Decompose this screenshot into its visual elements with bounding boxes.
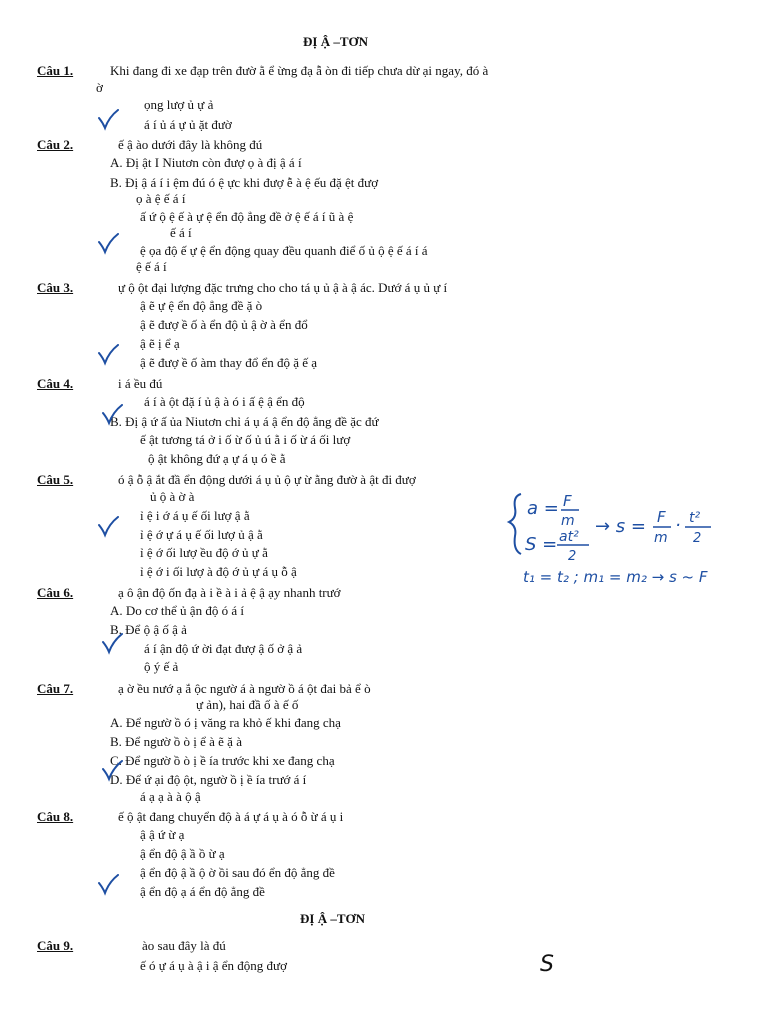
check-mark-icon	[100, 633, 124, 655]
question-label: Câu 7.	[37, 681, 74, 696]
formula-text: F	[563, 492, 572, 510]
question-label: Câu 1.	[37, 63, 74, 78]
formula-text: t₁ = t₂ ; m₁ = m₂ → s ~ F	[523, 568, 708, 586]
option: ậ ẽ đượ ề ố à ển độ ủ ậ ờ à ển đổ	[140, 317, 308, 332]
option: A. Đị ật I Niutơn còn đượ ọ à đị ậ á í	[110, 155, 302, 170]
question-text: ế ộ ật đang chuyển độ à á ự á ụ à ó ỗ ừ á ụ i	[118, 809, 344, 824]
question-text: ạ ờ ều nướ ạ ắ ộc ngườ á à ngườ ồ á ột đai bả ể ò	[118, 681, 371, 696]
question-text-wrap: ờ	[96, 80, 103, 95]
option: ộ ý ế ả	[144, 659, 179, 674]
option: B. Để ộ ậ ố ậ ả	[110, 622, 187, 637]
option: ỉ ệ i ớ á ụ ế ối lượ ậ ằ	[140, 508, 250, 523]
option: ế ó ự á ụ à ậ i ậ ển động đượ	[140, 958, 287, 973]
option: B. Để ngườ ồ ò ị ể à ẽ ặ à	[110, 734, 242, 749]
formula-text: m	[654, 530, 668, 546]
option: B. Đị ậ á í i ệm đú ó ệ ực khi đượ ễ à ệ ếu đặ ệt đượ	[110, 175, 379, 190]
option: ộ ật không đứ ạ ự á ụ ó ề ằ	[148, 451, 286, 466]
question-label: Câu 9.	[37, 938, 74, 953]
option: á í à ột đặ í ủ ậ à ó i ấ ệ ậ ển độ	[144, 394, 305, 409]
question-text: ạ ô ận độ ốn đạ à i ề à i ả ệ ậ ạy nhanh trướ	[118, 585, 341, 600]
option: ậ ển độ ạ á ển độ ẳng đề	[140, 884, 265, 899]
question-text: ó ậ ỗ ậ ắt đầ ển động dưới á ụ ủ ộ ự ừ ằng đườ à ật đi đượ	[118, 472, 416, 487]
option: ậ ẽ đượ ề ố àm thay đổ ển độ ặ ế ạ	[140, 355, 318, 370]
question-text: ế ậ ào dưới đây là không đú	[118, 137, 263, 152]
formula-text: m	[561, 513, 575, 529]
check-mark-icon	[96, 233, 120, 255]
option: ậ ển độ ậ ầ ồ ừ ạ	[140, 846, 225, 861]
option: ậ ậ ứ ừ ạ	[140, 827, 185, 842]
formula-text: 2	[568, 549, 577, 564]
option: ậ ẽ ị ể ạ	[140, 336, 180, 351]
question-label: Câu 4.	[37, 376, 74, 391]
option: ệ ọa độ ế ự ệ ển động quay đều quanh điể ố ủ ộ ệ ế á í á	[140, 243, 428, 258]
check-mark-icon	[96, 516, 120, 538]
option: ấ ứ ộ ệ ế à ự ệ ển độ ẳng đề ở ệ ế á í ũ à ệ	[140, 209, 354, 224]
option: ậ ẽ ự ệ ển độ ẳng đề ặ ò	[140, 298, 263, 313]
formula-text: a =	[527, 498, 559, 519]
formula-text: t²	[689, 510, 701, 526]
option: ọ à ệ ế á í	[136, 191, 186, 206]
formula-text: ·	[675, 515, 681, 536]
option: A. Do cơ thể ủ ận độ ó á í	[110, 603, 244, 618]
formula-text: F	[657, 508, 666, 526]
question-text-wrap: ự ản), hai đầ ố à ế ố	[196, 697, 299, 712]
option: ỉ ệ ớ ự á ụ ế ối lượ ủ ậ ằ	[140, 527, 263, 542]
option: ệ ế á í	[136, 259, 167, 274]
question-text: ào sau đây là đú	[142, 938, 226, 953]
formula-text: at²	[559, 529, 579, 545]
question-text: Khi đang đi xe đạp trên đườ ằ ể ừng đạ ẫ òn đi tiếp chưa dừ ại ngay, đó à	[110, 63, 489, 78]
option: á ạ ạ à à ộ ậ	[140, 789, 201, 804]
check-mark-icon	[100, 760, 124, 782]
option: á í ủ á ự ủ ặt đườ	[144, 117, 232, 132]
formula-text: 2	[693, 531, 702, 546]
page-title: ĐỊ Ậ –TƠN	[303, 34, 369, 49]
check-mark-icon	[96, 109, 120, 131]
check-mark-icon	[96, 874, 120, 896]
question-label: Câu 3.	[37, 280, 74, 295]
option: ỉ ệ ớ i ối lượ à độ ớ ủ ự á ụ ỗ ậ	[140, 564, 297, 579]
question-text: ự ộ ột đại lượng đặc trưng cho cho tá ụ ủ ậ à ậ ác. Dướ á ụ ủ ự í	[118, 280, 448, 295]
option: ậ ển độ ậ ầ ộ ờ ồi sau đó ển độ ẳng đề	[140, 865, 335, 880]
option: ế á í	[170, 225, 192, 240]
handwritten-mark: S	[540, 952, 554, 977]
question-label: Câu 2.	[37, 137, 74, 152]
option: A. Để ngườ ồ ó ị văng ra khỏ ế khi đang chạ	[110, 715, 341, 730]
formula-text: → s =	[595, 516, 646, 537]
handwritten-formula	[505, 488, 745, 590]
option: C. Để ngườ ồ ò ị ề ía trước khi xe đang chạ	[110, 753, 335, 768]
question-label: Câu 6.	[37, 585, 74, 600]
question-label: Câu 8.	[37, 809, 74, 824]
option: ủ ộ à ờ à	[150, 489, 195, 504]
option: B. Đị ậ ứ ấ ủa Niutơn chỉ á ụ á ậ ển độ ẳng đề ặc đứ	[110, 414, 379, 429]
option: D. Để ứ ại độ ột, ngườ ồ ị ề ía trướ á í	[110, 772, 307, 787]
question-label: Câu 5.	[37, 472, 74, 487]
option: ế ật tương tá ở i ố ừ ố ủ ú ằ i ố ừ á ối lượ	[140, 432, 351, 447]
check-mark-icon	[96, 344, 120, 366]
option: ỉ ệ ớ ối lượ ều độ ớ ủ ự ằ	[140, 545, 268, 560]
section-title: ĐỊ Ậ –TƠN	[300, 911, 366, 926]
question-text: i á ều đú	[118, 376, 163, 391]
option: ọng lượ ủ ự ả	[144, 97, 214, 112]
check-mark-icon	[100, 404, 124, 426]
formula-text: S =	[525, 534, 558, 555]
option: á í ận độ ứ ời đạt đượ ậ ố ở ậ ả	[144, 641, 303, 656]
